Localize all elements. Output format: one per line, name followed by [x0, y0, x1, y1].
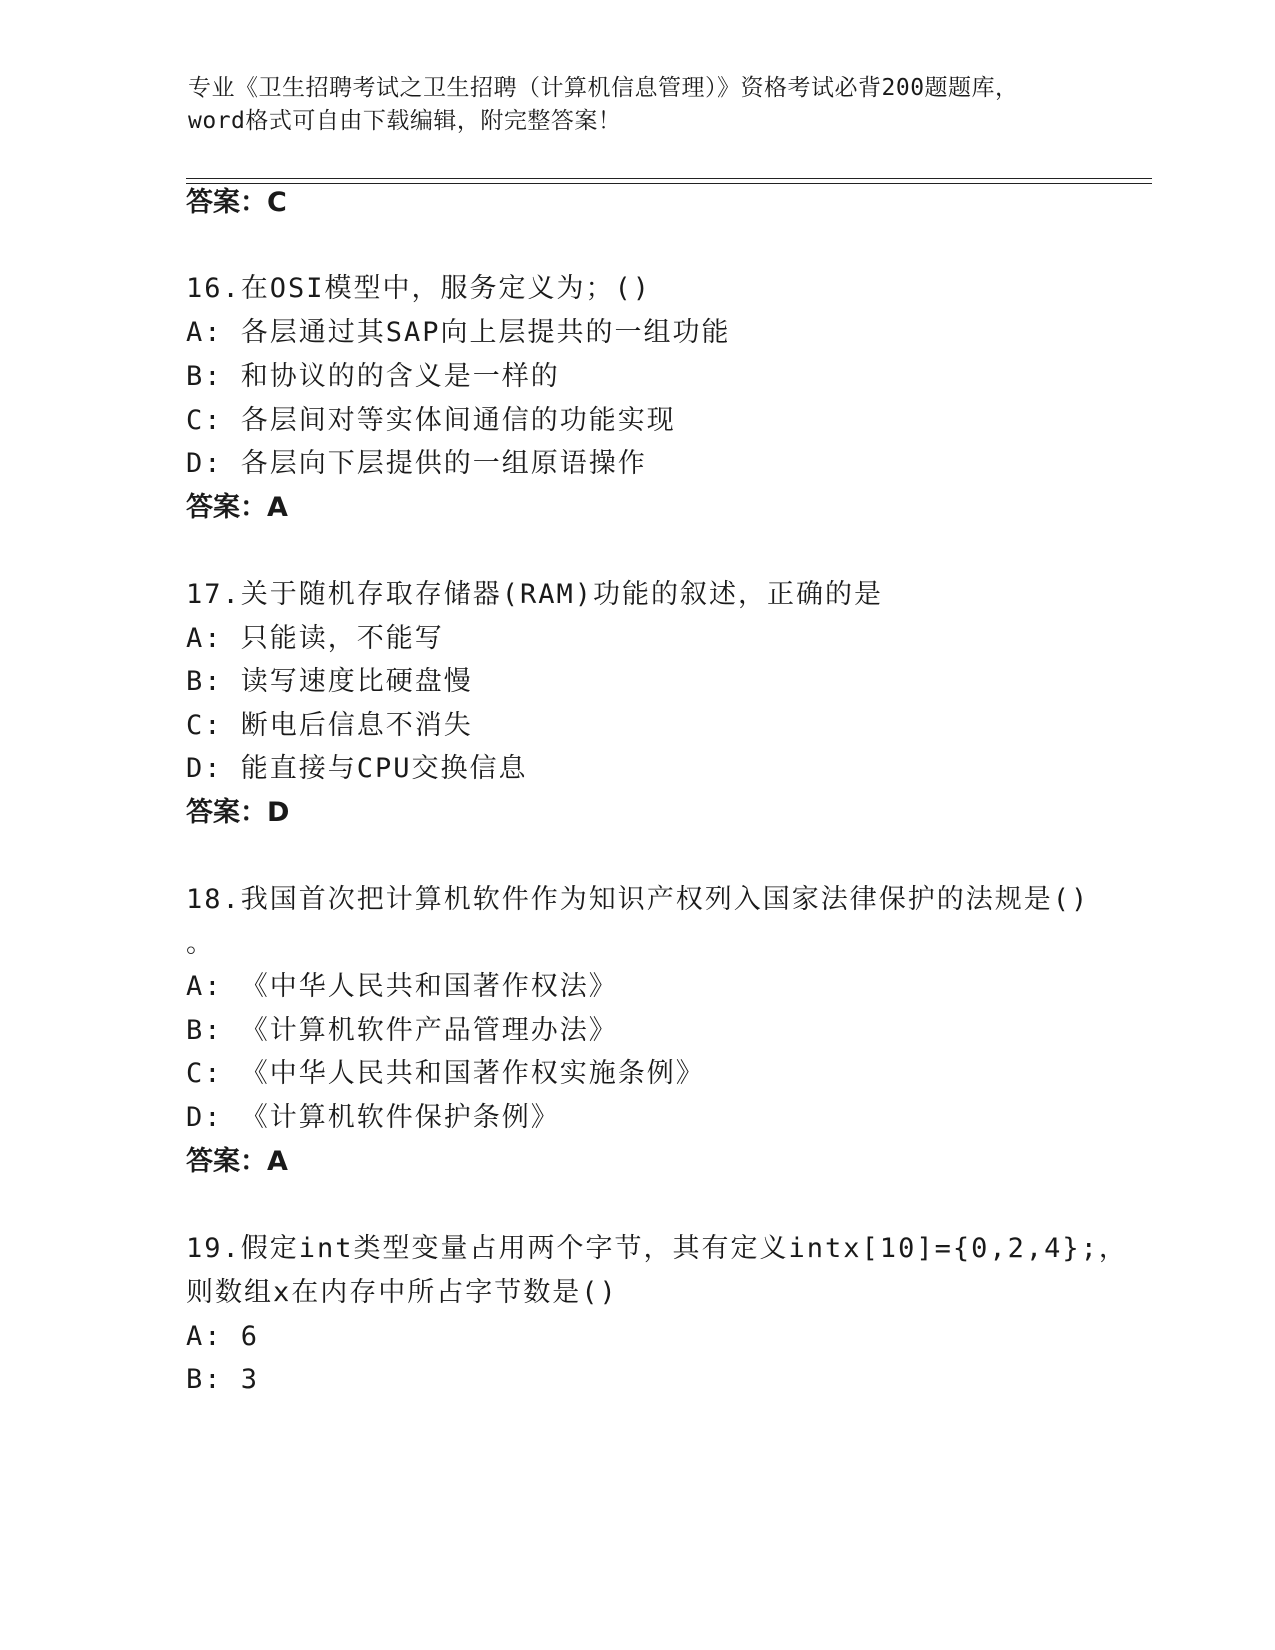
header-rule-bottom — [186, 183, 1152, 184]
question-18-option-d: D: 《计算机软件保护条例》 — [186, 1102, 560, 1133]
question-17-option-d: D: 能直接与CPU交换信息 — [186, 753, 528, 784]
document-header — [188, 72, 1088, 138]
question-18-answer: 答案：A — [186, 1146, 288, 1177]
question-18-option-b: B: 《计算机软件产品管理办法》 — [186, 1015, 618, 1046]
question-17-stem: 17.关于随机存取存储器(RAM)功能的叙述，正确的是 — [186, 579, 884, 610]
question-19-option-a: A: 6 — [186, 1321, 260, 1352]
header-title-line-2: word格式可自由下载编辑，附完整答案！ — [188, 108, 622, 134]
question-18-option-a: A: 《中华人民共和国著作权法》 — [186, 971, 618, 1002]
question-16-answer: 答案：A — [186, 492, 288, 523]
question-17-option-b: B: 读写速度比硬盘慢 — [186, 666, 473, 697]
question-17-option-c: C: 断电后信息不消失 — [186, 710, 473, 741]
question-18-stem-continued: 。 — [186, 928, 215, 959]
question-18-option-c: C: 《中华人民共和国著作权实施条例》 — [186, 1058, 705, 1089]
question-16-option-b: B: 和协议的的含义是一样的 — [186, 361, 560, 392]
question-19-stem-continued: 则数组x在内存中所占字节数是() — [186, 1277, 618, 1308]
question-19-option-b: B: 3 — [186, 1364, 260, 1395]
question-16-option-a: A: 各层通过其SAP向上层提共的一组功能 — [186, 317, 731, 348]
question-16-option-c: C: 各层间对等实体间通信的功能实现 — [186, 405, 676, 436]
question-17-answer: 答案：D — [186, 797, 290, 828]
answer-previous: 答案：C — [186, 187, 287, 218]
question-16-option-d: D: 各层向下层提供的一组原语操作 — [186, 448, 647, 479]
question-18-stem: 18.我国首次把计算机软件作为知识产权列入国家法律保护的法规是() — [186, 884, 1090, 915]
header-title-line-1: 专业《卫生招聘考试之卫生招聘（计算机信息管理）》资格考试必背200题题库， — [188, 75, 1019, 101]
question-16-stem: 16.在OSI模型中，服务定义为；() — [186, 273, 652, 304]
question-19-stem: 19.假定int类型变量占用两个字节，其有定义intx[10]={0,2,4};， — [186, 1233, 1128, 1264]
header-rule-top — [186, 178, 1152, 179]
question-17-option-a: A: 只能读，不能写 — [186, 623, 444, 654]
